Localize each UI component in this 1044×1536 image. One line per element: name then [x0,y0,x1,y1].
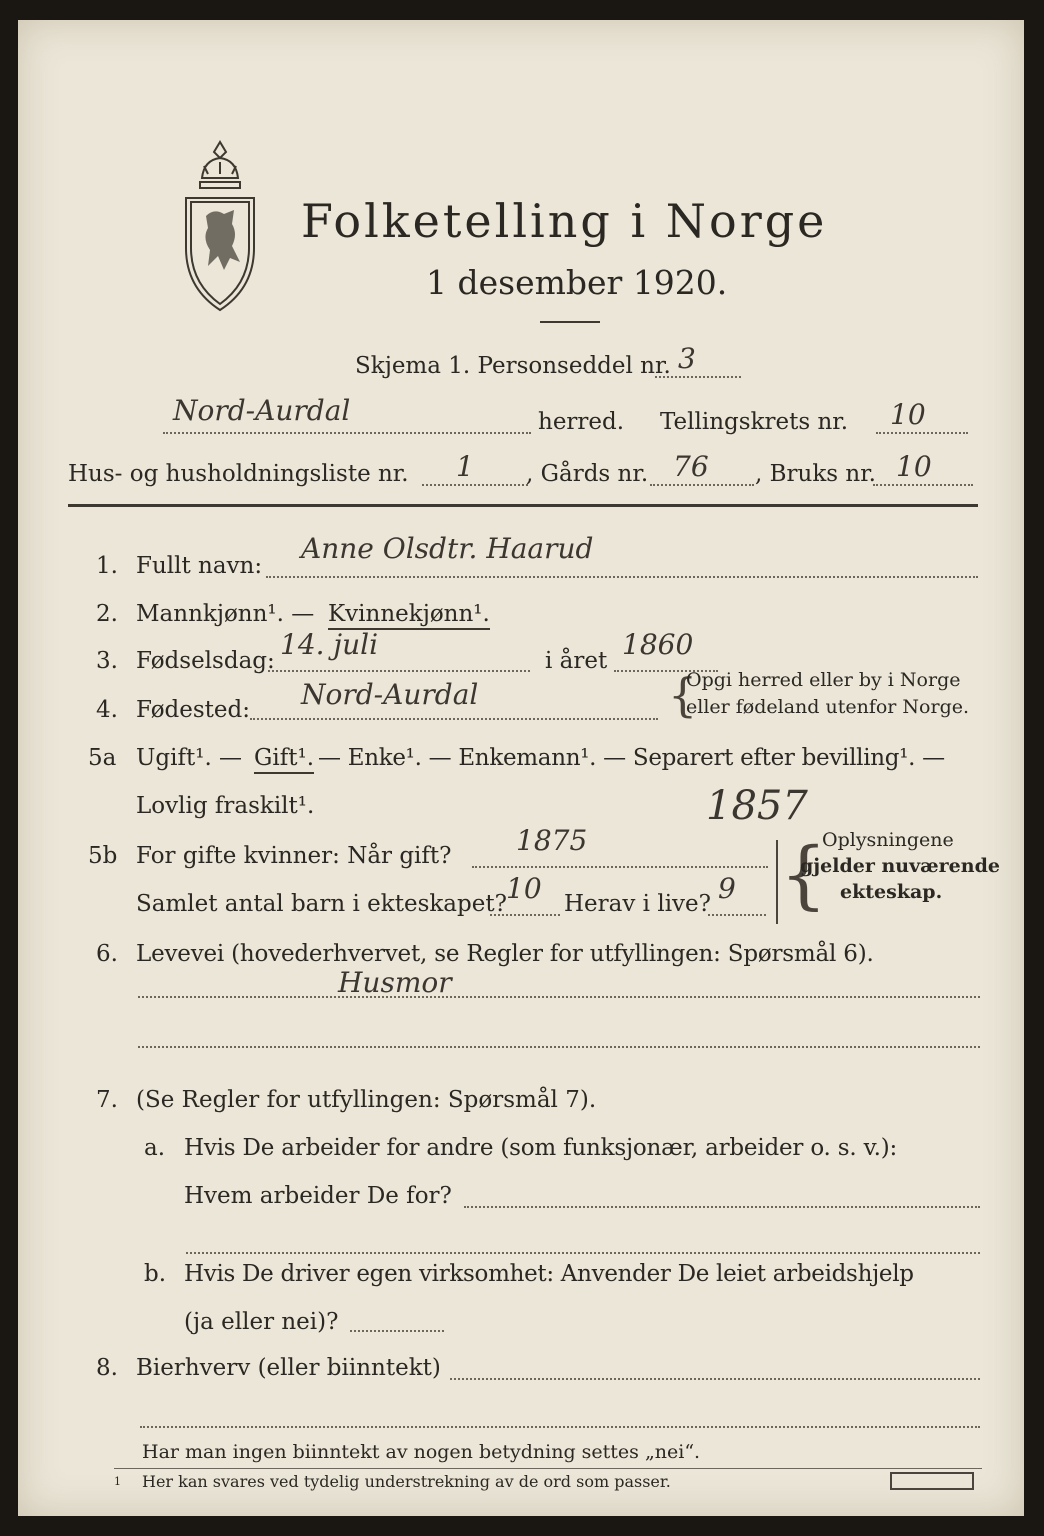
q3-value: 14. juli [280,628,379,661]
hus-label: Hus- og husholdningsliste nr. [68,461,409,487]
q7a-text: Hvis De arbeider for andre (som funksjonær, arbeider o. s. v.): [184,1135,898,1161]
q5a-gift: Gift¹. [254,744,314,774]
q7b-number: b. [144,1261,167,1287]
personseddel-number: 3 [678,342,696,375]
q5a-number: 5a [88,745,117,771]
q8-line2 [140,1426,980,1428]
footnote-mark: 1 [114,1475,121,1488]
hus-value: 1 [456,450,474,483]
bruks-label: , Bruks nr. [755,461,876,487]
tellingskrets-value: 10 [890,398,926,431]
q7b-text: Hvis De driver egen virksomhet: Anvender De leiet arbeidshjelp [184,1261,914,1287]
bruks-line [873,484,973,486]
header-rule [68,504,978,507]
q4-label: Fødested: [136,697,251,723]
q5b-children-line [490,914,560,916]
q7a-number: a. [144,1135,166,1161]
q5b-children-value: 10 [506,872,542,905]
q4-line [250,718,658,720]
q5b-children-label: Samlet antal barn i ekteskapet? [136,891,507,917]
tellingskrets-line [876,432,968,434]
q5a-rest: — Enke¹. — Enkemann¹. — Separert efter bevilling¹. — [318,745,945,771]
q5b-brace: { [780,832,828,918]
q5a-line2: Lovlig fraskilt¹. [136,793,315,819]
q6-line1 [138,996,980,998]
census-form-page [18,20,1024,1516]
coat-of-arms-icon [174,138,266,316]
q5a-ugift: Ugift¹. — [136,745,243,771]
census-date: 1 desember 1920. [426,263,728,302]
q6-number: 6. [96,941,118,967]
q4-brace: { [668,668,698,722]
q3-year-value: 1860 [622,628,694,661]
q5b-alive-value: 9 [718,872,736,905]
q6-label: Levevei (hovederhvervet, se Regler for utfyllingen: Spørsmål 6). [136,941,874,967]
q3-number: 3. [96,648,118,674]
printer-stamp [890,1472,974,1490]
gards-label: , Gårds nr. [526,461,649,487]
q1-number: 1. [96,553,118,579]
q8-line1 [450,1378,980,1380]
q5b-label: For gifte kvinner: Når gift? [136,843,452,869]
q7b-question: (ja eller nei)? [184,1309,339,1335]
q3-label: Fødselsdag: [136,648,275,674]
biinntekt-note: Har man ingen biinntekt av nogen betydning settes „nei“. [142,1441,701,1463]
q7a-question: Hvem arbeider De for? [184,1183,452,1209]
q2-male: Mannkjønn¹. — [136,601,315,627]
hus-line [422,484,528,486]
herred-value: Nord-Aurdal [173,394,351,427]
q3-year-label: i året [545,648,608,674]
q4-number: 4. [96,697,118,723]
q7a-line1 [464,1206,980,1208]
q5b-alive-line [708,914,766,916]
q2-number: 2. [96,601,118,627]
q7a-line2 [186,1252,980,1254]
q5b-note-line3: ekteskap. [840,881,943,903]
q2-female: Kvinnekjønn¹. [328,600,490,630]
footnote-text: Her kan svares ved tydelig understrekning av de ord som passer. [142,1472,671,1491]
personseddel-line [655,376,741,378]
q7b-line [350,1330,444,1332]
q4-note-line1: Opgi herred eller by i Norge [686,669,961,691]
q6-line2 [138,1046,980,1048]
q5b-value: 1875 [516,824,588,857]
herred-label: herred. [538,409,625,435]
gards-value: 76 [673,450,709,483]
q1-label: Fullt navn: [136,553,263,579]
form-title: Folketelling i Norge [301,194,828,248]
q4-value: Nord-Aurdal [301,678,479,711]
footnote-rule [114,1468,982,1469]
q8-number: 8. [96,1355,118,1381]
q1-value: Anne Olsdtr. Haarud [301,532,594,565]
q5b-line [472,866,768,868]
q4-note-line2: eller fødeland utenfor Norge. [686,696,970,718]
q5b-note-line2: gjelder nuværende [800,855,1000,877]
q8-label: Bierhverv (eller biinntekt) [136,1355,441,1381]
gards-line [650,484,754,486]
q1-line [266,576,978,578]
q5b-alive-label: Herav i live? [564,891,711,917]
q5b-number: 5b [88,843,118,869]
q3-line [268,670,530,672]
tellingskrets-label: Tellingskrets nr. [660,409,849,435]
schema-label: Skjema 1. Personseddel nr. [355,353,671,379]
q7-number: 7. [96,1087,118,1113]
herred-line [163,432,531,434]
q5b-note-line1: Oplysningene [822,829,954,851]
bruks-value: 10 [896,450,932,483]
q6-value: Husmor [338,966,452,999]
title-divider [540,321,600,323]
q7-label: (Se Regler for utfyllingen: Spørsmål 7). [136,1087,597,1113]
q5b-value2: 1857 [706,783,808,829]
